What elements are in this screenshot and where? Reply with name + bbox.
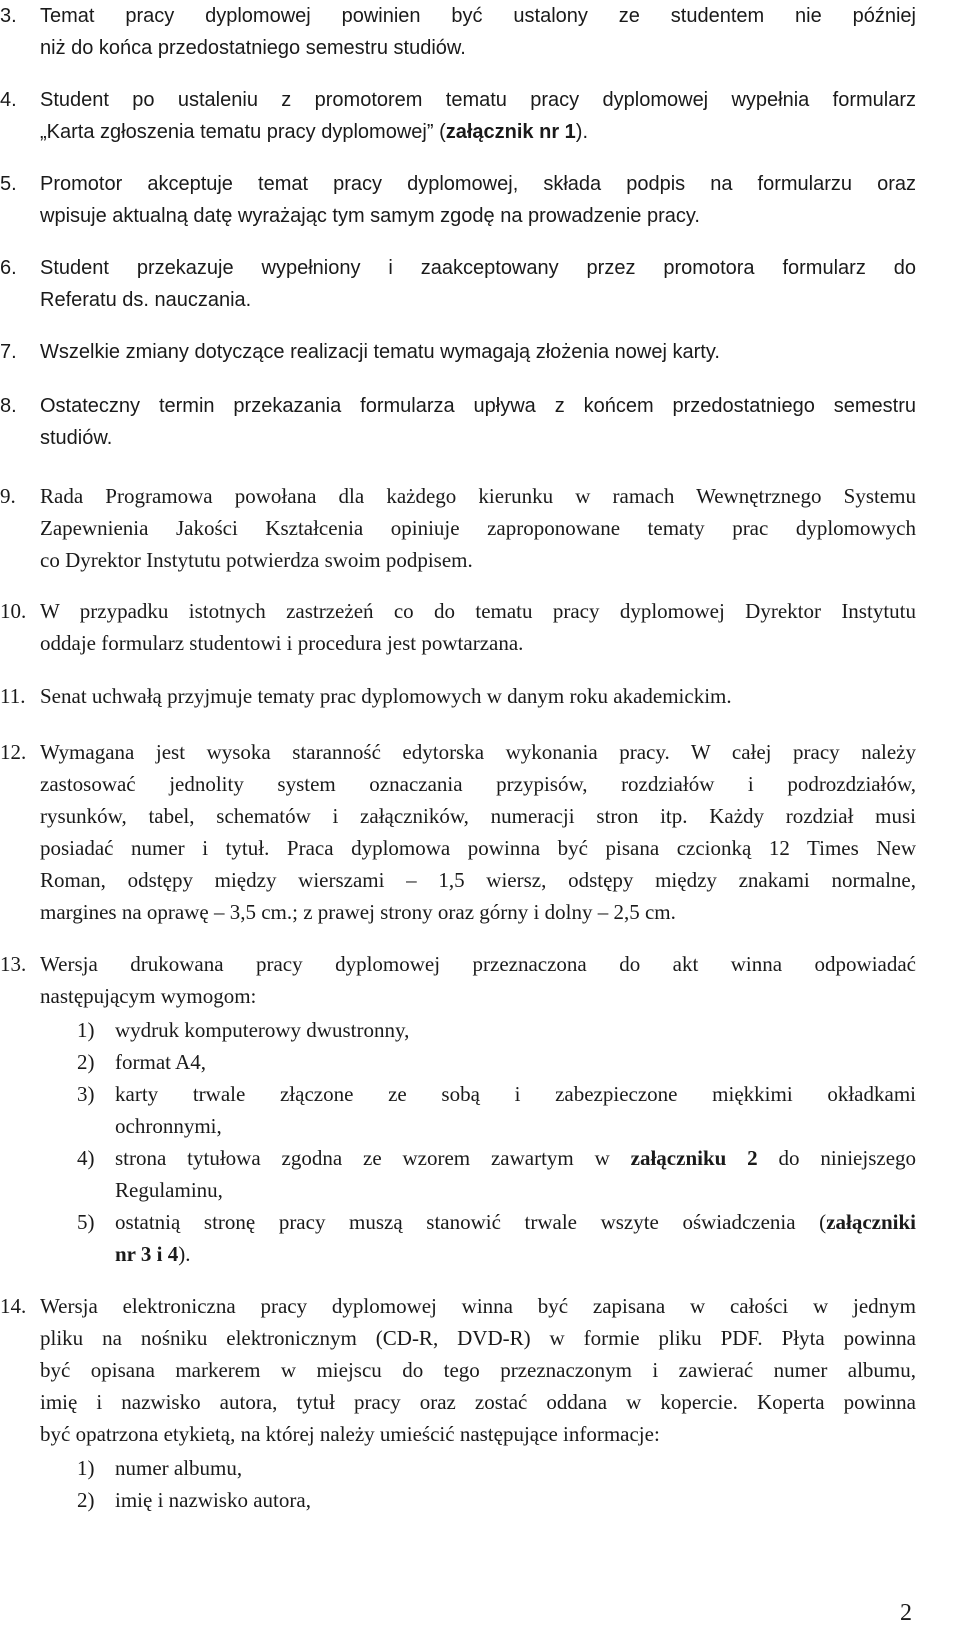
- item-text-line: następującym wymogom:: [40, 984, 257, 1008]
- item-text-line: Temat pracy dyplomowej powinien być ustalony ze studentem nie później: [40, 5, 916, 27]
- item-text-line: „Karta zgłoszenia tematu pracy dyplomowej” (załącznik nr 1).: [40, 121, 589, 143]
- sub-item-text: strona tytułowa zgodna ze wzorem zawartym w załączniku 2 do niniejszego: [115, 1146, 917, 1170]
- item-text-line: studiów.: [40, 427, 113, 449]
- sub-item-text: format A4,: [115, 1050, 206, 1074]
- item-text-line: Wymagana jest wysoka staranność edytorska wykonania pracy. W całej pracy należy: [40, 740, 916, 764]
- item-number: 8.: [0, 395, 17, 417]
- item-text-line: wpisuje aktualną datę wyrażając tym samym zgodę na prowadzenie pracy.: [40, 205, 700, 227]
- item-text-line: rysunków, tabel, schematów i załączników, numeracji stron itp. Każdy rozdział musi: [40, 804, 916, 828]
- sub-item-number: 1): [77, 1018, 95, 1042]
- sub-item-text: karty trwale złączone ze sobą i zabezpieczone miękkimi okładkami: [115, 1082, 916, 1106]
- sub-item-number: 5): [77, 1210, 95, 1234]
- sub-item-text: ochronnymi,: [115, 1114, 222, 1138]
- item-text-line: Student przekazuje wypełniony i zaakceptowany przez promotora formularz do: [40, 257, 916, 279]
- item-number: 5.: [0, 173, 17, 195]
- item-text-line: posiadać numer i tytuł. Praca dyplomowa powinna być pisana czcionką 12 Times New: [40, 836, 916, 860]
- attachment-reference: załączniki: [826, 1210, 916, 1234]
- attachment-reference: nr 3 i 4: [115, 1242, 179, 1266]
- item-text-line: W przypadku istotnych zastrzeżeń co do tematu pracy dyplomowej Dyrektor Instytutu: [40, 599, 916, 623]
- item-text-line: Roman, odstępy między wierszami – 1,5 wiersz, odstępy między znakami normalne,: [40, 868, 916, 892]
- sub-item-number: 1): [77, 1456, 95, 1480]
- attachment-reference: załącznik nr 1: [445, 121, 576, 143]
- sub-item-text: Regulaminu,: [115, 1178, 223, 1202]
- item-number: 9.: [0, 484, 16, 508]
- attachment-reference: załączniku 2: [630, 1146, 758, 1170]
- item-number: 11.: [0, 684, 26, 708]
- item-text-line: Wszelkie zmiany dotyczące realizacji tematu wymagają złożenia nowej karty.: [40, 341, 720, 363]
- item-number: 3.: [0, 5, 17, 27]
- sub-item-number: 3): [77, 1082, 95, 1106]
- item-text-line: co Dyrektor Instytutu potwierdza swoim podpisem.: [40, 548, 473, 572]
- page-number: 2: [900, 1600, 912, 1626]
- item-text-line: zastosować jednolity system oznaczania przypisów, rozdziałów i podrozdziałów,: [40, 772, 916, 796]
- item-text-line: Promotor akceptuje temat pracy dyplomowej, składa podpis na formularzu oraz: [40, 173, 916, 195]
- item-text-line: być opatrzona etykietą, na której należy umieścić następujące informacje:: [40, 1422, 660, 1446]
- sub-item-number: 2): [77, 1050, 95, 1074]
- sub-item-text: imię i nazwisko autora,: [115, 1488, 311, 1512]
- sub-item-text: ostatnią stronę pracy muszą stanowić trwale wszyte oświadczenia (załączniki: [115, 1210, 916, 1234]
- item-text-line: Ostateczny termin przekazania formularza upływa z końcem przedostatniego semestru: [40, 395, 916, 417]
- item-number: 13.: [0, 952, 27, 976]
- item-text-line: być opisana markerem w miejscu do tego przeznaczonym i zawierać numer albumu,: [40, 1358, 916, 1382]
- sub-item-number: 4): [77, 1146, 95, 1170]
- item-text-line: oddaje formularz studentowi i procedura jest powtarzana.: [40, 631, 524, 655]
- sub-item-text: nr 3 i 4).: [115, 1242, 191, 1266]
- item-text-line: Zapewnienia Jakości Kształcenia opiniuje zaproponowane tematy prac dyplomowych: [40, 516, 916, 540]
- item-text-line: margines na oprawę – 3,5 cm.; z prawej strony oraz górny i dolny – 2,5 cm.: [40, 900, 676, 924]
- item-number: 4.: [0, 89, 17, 111]
- item-text-line: Senat uchwałą przyjmuje tematy prac dyplomowych w danym roku akademickim.: [40, 684, 732, 708]
- item-text-line: niż do końca przedostatniego semestru studiów.: [40, 37, 466, 59]
- item-text-line: imię i nazwisko autora, tytuł pracy oraz zostać oddana w kopercie. Koperta powinna: [40, 1390, 916, 1414]
- sub-item-number: 2): [77, 1488, 95, 1512]
- item-number: 6.: [0, 257, 17, 279]
- item-text-line: Student po ustaleniu z promotorem tematu pracy dyplomowej wypełnia formularz: [40, 89, 916, 111]
- item-number: 10.: [0, 599, 27, 623]
- item-number: 14.: [0, 1294, 27, 1318]
- item-text-line: Wersja elektroniczna pracy dyplomowej winna być zapisana w całości w jednym: [40, 1294, 916, 1318]
- item-number: 7.: [0, 341, 17, 363]
- sub-item-text: numer albumu,: [115, 1456, 243, 1480]
- item-text-line: Wersja drukowana pracy dyplomowej przeznaczona do akt winna odpowiadać: [40, 952, 916, 976]
- item-text-line: pliku na nośniku elektronicznym (CD-R, DVD-R) w formie pliku PDF. Płyta powinna: [40, 1326, 916, 1350]
- sub-item-text: wydruk komputerowy dwustronny,: [115, 1018, 410, 1042]
- item-text-line: Rada Programowa powołana dla każdego kierunku w ramach Wewnętrznego Systemu: [40, 484, 916, 508]
- item-number: 12.: [0, 740, 27, 764]
- item-text-line: Referatu ds. nauczania.: [40, 289, 252, 311]
